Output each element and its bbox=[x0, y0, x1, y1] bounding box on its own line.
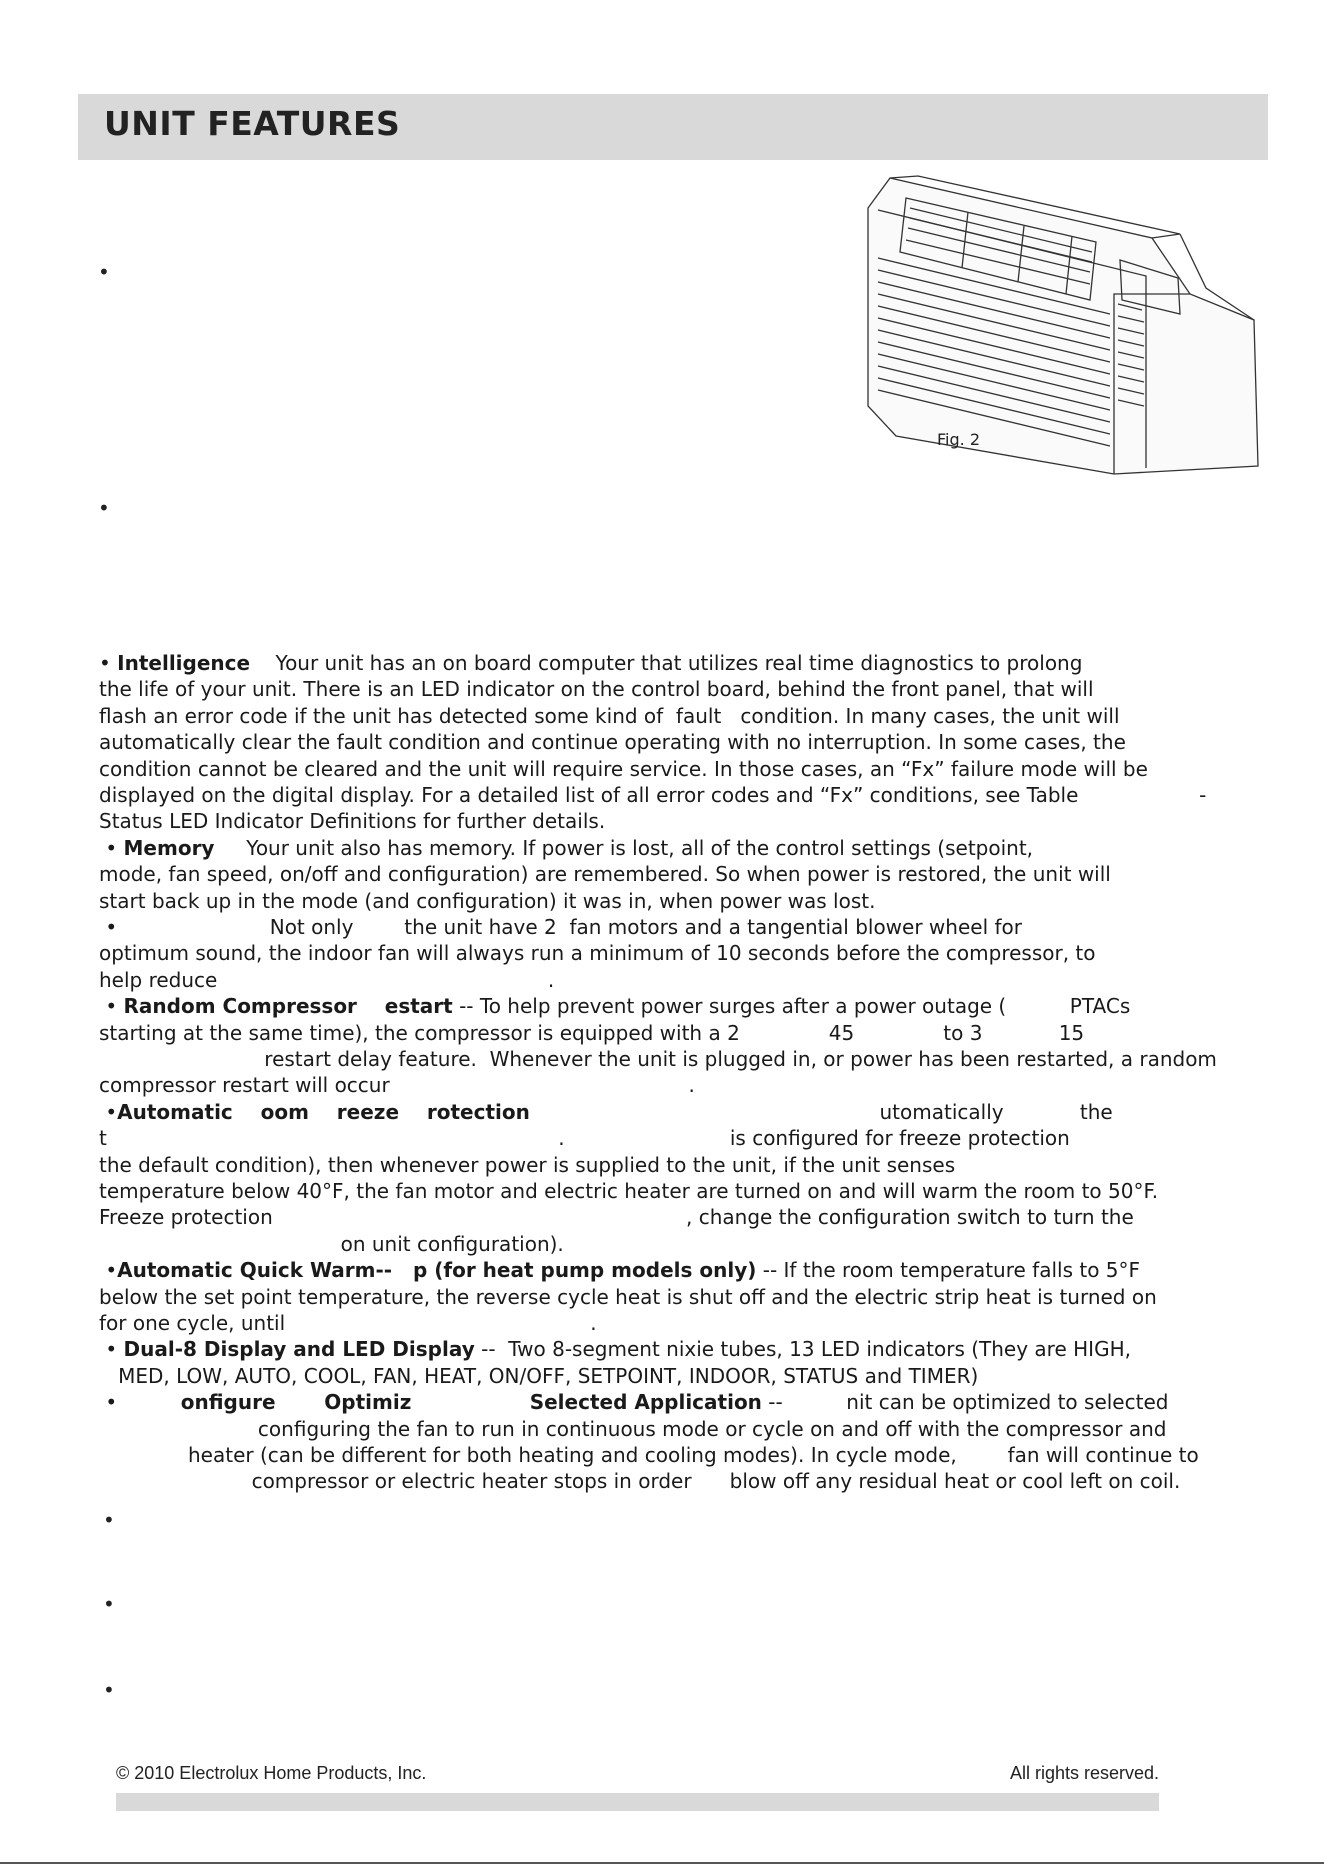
text-line bbox=[99, 1468, 1180, 1494]
line-text: -- To help prevent power surges after a power outage ( PTACs bbox=[452, 994, 1131, 1018]
line-prefix: • bbox=[99, 1337, 124, 1361]
line-text: flash an error code if the unit has detected some kind of fault condition. In many cases, the unit will bbox=[99, 704, 1120, 728]
text-line bbox=[99, 1020, 1084, 1046]
line-text: help reduce . bbox=[99, 968, 555, 992]
text-line bbox=[99, 835, 1033, 861]
text-line bbox=[99, 861, 1111, 887]
feature-heading: Random Compressor estart bbox=[123, 994, 453, 1018]
line-text: restart delay feature. Whenever the unit is plugged in, or power has been restarted, a random bbox=[99, 1047, 1217, 1071]
text-line bbox=[99, 967, 554, 993]
line-text: the life of your unit. There is an LED indicator on the control board, behind the front panel, that will bbox=[99, 677, 1094, 701]
line-text: Your unit also has memory. If power is lost, all of the control settings (setpoint, bbox=[214, 836, 1034, 860]
text-line bbox=[99, 782, 1206, 808]
ptac-unit-illustration bbox=[860, 168, 1260, 478]
line-text: below the set point temperature, the reverse cycle heat is shut off and the electric strip heat is turned on bbox=[99, 1285, 1157, 1309]
bullet-marker: • bbox=[103, 1508, 115, 1532]
line-prefix: • bbox=[99, 651, 118, 675]
footer-rights: All rights reserved. bbox=[1010, 1763, 1160, 1783]
line-text: automatically clear the fault condition and continue operating with no interruption. In some cases, the bbox=[99, 730, 1126, 754]
text-line bbox=[99, 1046, 1217, 1072]
line-text: Not only the unit have 2 fan motors and a tangential blower wheel for bbox=[269, 915, 1022, 939]
footer-copyright: © 2010 Electrolux Home Products, Inc. bbox=[116, 1763, 427, 1783]
text-line bbox=[99, 729, 1126, 755]
line-prefix: • bbox=[99, 1390, 181, 1414]
bullet-marker: • bbox=[103, 1678, 115, 1702]
line-text: -- Two 8-segment nixie tubes, 13 LED indicators (They are HIGH, bbox=[474, 1337, 1131, 1361]
text-line bbox=[99, 1152, 955, 1178]
feature-heading: Automatic Quick Warm-- p (for heat pump models only) bbox=[117, 1258, 757, 1282]
text-line bbox=[99, 808, 605, 834]
line-text: for one cycle, until . bbox=[99, 1311, 597, 1335]
feature-heading: onfigure Optimiz Selected Application bbox=[180, 1390, 762, 1414]
line-prefix: • bbox=[99, 994, 124, 1018]
text-line bbox=[99, 1178, 1158, 1204]
text-line bbox=[99, 756, 1148, 782]
text-line bbox=[99, 993, 1130, 1019]
line-text: MED, LOW, AUTO, COOL, FAN, HEAT, ON/OFF, SETPOINT, INDOOR, STATUS and TIMER) bbox=[99, 1364, 979, 1388]
line-text: Your unit has an on board computer that utilizes real time diagnostics to prolong bbox=[250, 651, 1083, 675]
text-line bbox=[99, 888, 875, 914]
text-line bbox=[99, 1336, 1131, 1362]
text-line bbox=[99, 914, 1022, 940]
line-text: Status LED Indicator Definitions for further details. bbox=[99, 809, 606, 833]
line-text: starting at the same time), the compressor is equipped with a 2 45 to 3 15 bbox=[99, 1021, 1085, 1045]
line-text: -- If the room temperature falls to 5°F bbox=[756, 1258, 1141, 1282]
line-text: on unit configuration). bbox=[99, 1232, 564, 1256]
page-title: UNIT FEATURES bbox=[104, 104, 401, 143]
line-text: t . is configured for freeze protection bbox=[99, 1126, 1070, 1150]
bullet-marker: • bbox=[98, 260, 110, 284]
header-band bbox=[78, 94, 1268, 160]
text-line bbox=[99, 676, 1094, 702]
line-text: utomatically the bbox=[529, 1100, 1113, 1124]
text-line bbox=[99, 1257, 1140, 1283]
feature-heading: Intelligence bbox=[117, 651, 251, 675]
line-text: the default condition), then whenever power is supplied to the unit, if the unit senses bbox=[99, 1153, 956, 1177]
bullet-marker: • bbox=[98, 496, 110, 520]
text-line bbox=[99, 650, 1082, 676]
line-text: heater (can be different for both heating and cooling modes). In cycle mode, fan will continue to bbox=[99, 1443, 1199, 1467]
line-text: mode, fan speed, on/off and configuration) are remembered. So when power is restored, the unit will bbox=[99, 862, 1111, 886]
feature-heading: Automatic oom reeze rotection bbox=[117, 1100, 530, 1124]
line-text: compressor restart will occur . bbox=[99, 1073, 695, 1097]
text-line bbox=[99, 940, 1096, 966]
text-line bbox=[99, 1310, 597, 1336]
text-line bbox=[99, 1284, 1157, 1310]
bullet-marker: • bbox=[103, 1592, 115, 1616]
line-text: compressor or electric heater stops in order blow off any residual heat or cool left on coil. bbox=[99, 1469, 1181, 1493]
bottom-rule bbox=[0, 1862, 1324, 1864]
line-text: start back up in the mode (and configuration) it was in, when power was lost. bbox=[99, 889, 876, 913]
text-line bbox=[99, 703, 1120, 729]
text-line bbox=[99, 1099, 1113, 1125]
line-text: Freeze protection , change the configuration switch to turn the bbox=[99, 1205, 1134, 1229]
text-line bbox=[99, 1442, 1199, 1468]
line-text: optimum sound, the indoor fan will always run a minimum of 10 seconds before the compressor, to bbox=[99, 941, 1096, 965]
line-prefix: • bbox=[99, 915, 270, 939]
text-line bbox=[99, 1204, 1134, 1230]
feature-heading: Dual-8 Display and LED Display bbox=[123, 1337, 475, 1361]
text-line bbox=[99, 1125, 1070, 1151]
footer-band bbox=[116, 1793, 1159, 1811]
line-prefix: • bbox=[99, 836, 124, 860]
line-text: temperature below 40°F, the fan motor and electric heater are turned on and will warm the room to 50°F. bbox=[99, 1179, 1159, 1203]
figure-caption: Fig. 2 bbox=[937, 430, 980, 449]
line-prefix: • bbox=[99, 1100, 118, 1124]
text-line bbox=[99, 1416, 1166, 1442]
line-text: configuring the fan to run in continuous mode or cycle on and off with the compressor and bbox=[99, 1417, 1167, 1441]
line-text: -- nit can be optimized to selected bbox=[761, 1390, 1169, 1414]
text-line bbox=[99, 1363, 978, 1389]
line-text: displayed on the digital display. For a detailed list of all error codes and “Fx” conditions, see Table - bbox=[99, 783, 1207, 807]
text-line bbox=[99, 1389, 1168, 1415]
line-text: condition cannot be cleared and the unit will require service. In those cases, an “Fx” failure mode will be bbox=[99, 757, 1148, 781]
text-line bbox=[99, 1231, 564, 1257]
line-prefix: • bbox=[99, 1258, 118, 1282]
text-line bbox=[99, 1072, 695, 1098]
feature-heading: Memory bbox=[123, 836, 215, 860]
